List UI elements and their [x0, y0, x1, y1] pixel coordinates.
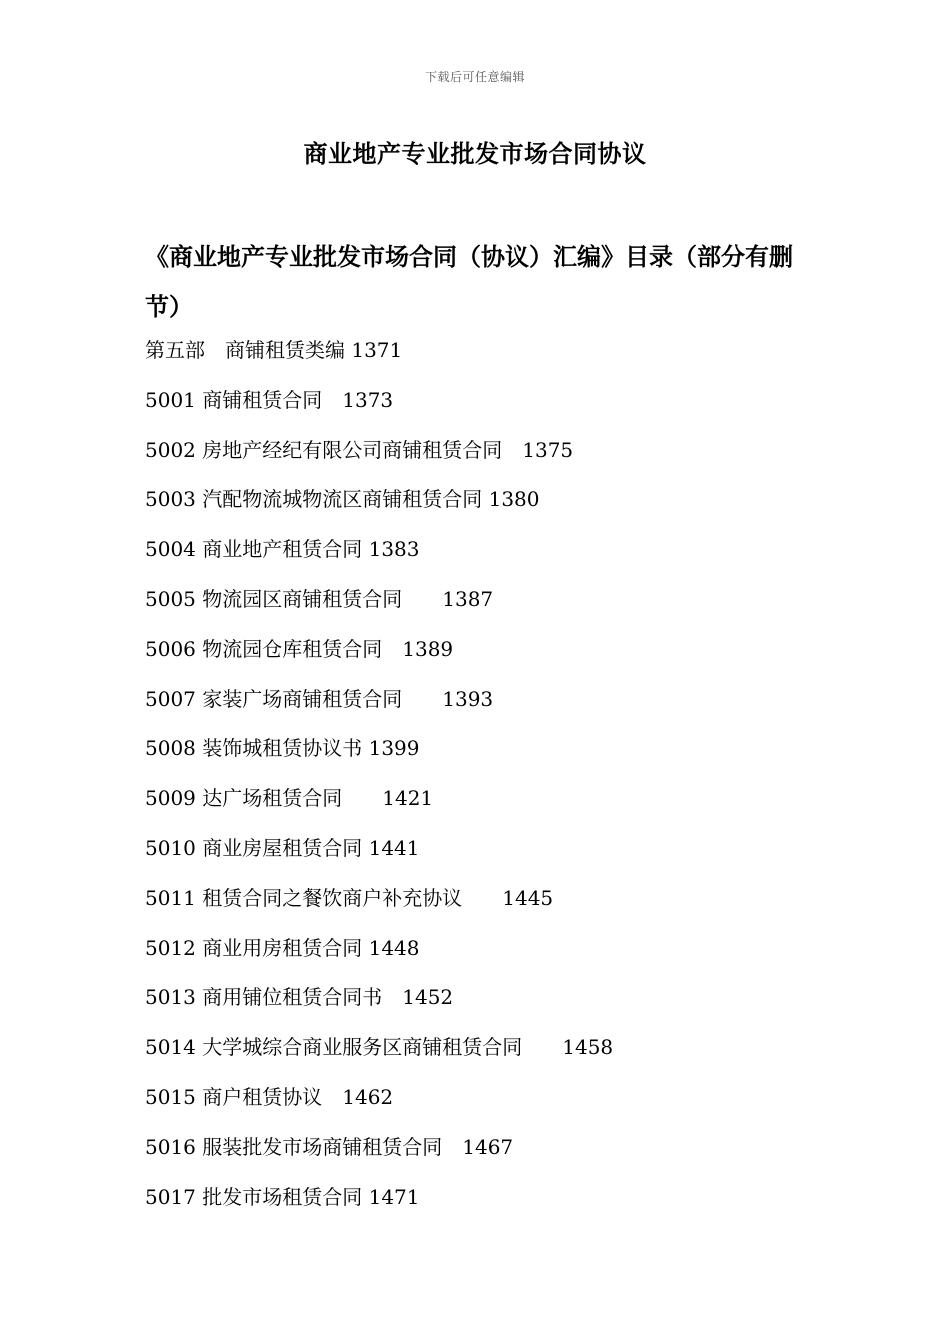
toc-item: 5010 商业房屋租赁合同 1441 — [145, 835, 420, 860]
toc-item: 5017 批发市场租赁合同 1471 — [145, 1184, 420, 1209]
toc-list — [145, 336, 825, 1232]
toc-item: 5002 房地产经纪有限公司商铺租赁合同 1375 — [145, 437, 574, 462]
toc-item: 5001 商铺租赁合同 1373 — [145, 387, 394, 412]
toc-item: 5011 租赁合同之餐饮商户补充协议 1445 — [145, 885, 554, 910]
document-title: 商业地产专业批发市场合同协议 — [303, 139, 647, 168]
toc-item: 5013 商用铺位租赁合同书 1452 — [145, 985, 454, 1010]
header-note: 下载后可任意编辑 — [424, 70, 525, 84]
toc-item: 5007 家装广场商铺租赁合同 1393 — [145, 686, 494, 711]
toc-item: 5009 达广场租赁合同 1421 — [145, 786, 434, 811]
toc-item: 5006 物流园仓库租赁合同 1389 — [145, 636, 454, 661]
toc-item: 5004 商业地产租赁合同 1383 — [145, 537, 420, 562]
toc-item: 第五部 商铺租赁类编 1371 — [145, 338, 403, 362]
toc-item: 5005 物流园区商铺租赁合同 1387 — [145, 586, 494, 611]
toc-item: 5003 汽配物流城物流区商铺租赁合同 1380 — [145, 487, 540, 512]
toc-item: 5012 商业用房租赁合同 1448 — [145, 935, 420, 960]
toc-item: 5016 服装批发市场商铺租赁合同 1467 — [145, 1134, 514, 1159]
toc-item: 5015 商户租赁协议 1462 — [145, 1084, 394, 1109]
toc-heading: 《商业地产专业批发市场合同（协议）汇编》目录（部分有删节） — [145, 242, 793, 321]
toc-item: 5008 装饰城租赁协议书 1399 — [145, 736, 420, 761]
toc-item: 5014 大学城综合商业服务区商铺租赁合同 1458 — [145, 1035, 614, 1060]
